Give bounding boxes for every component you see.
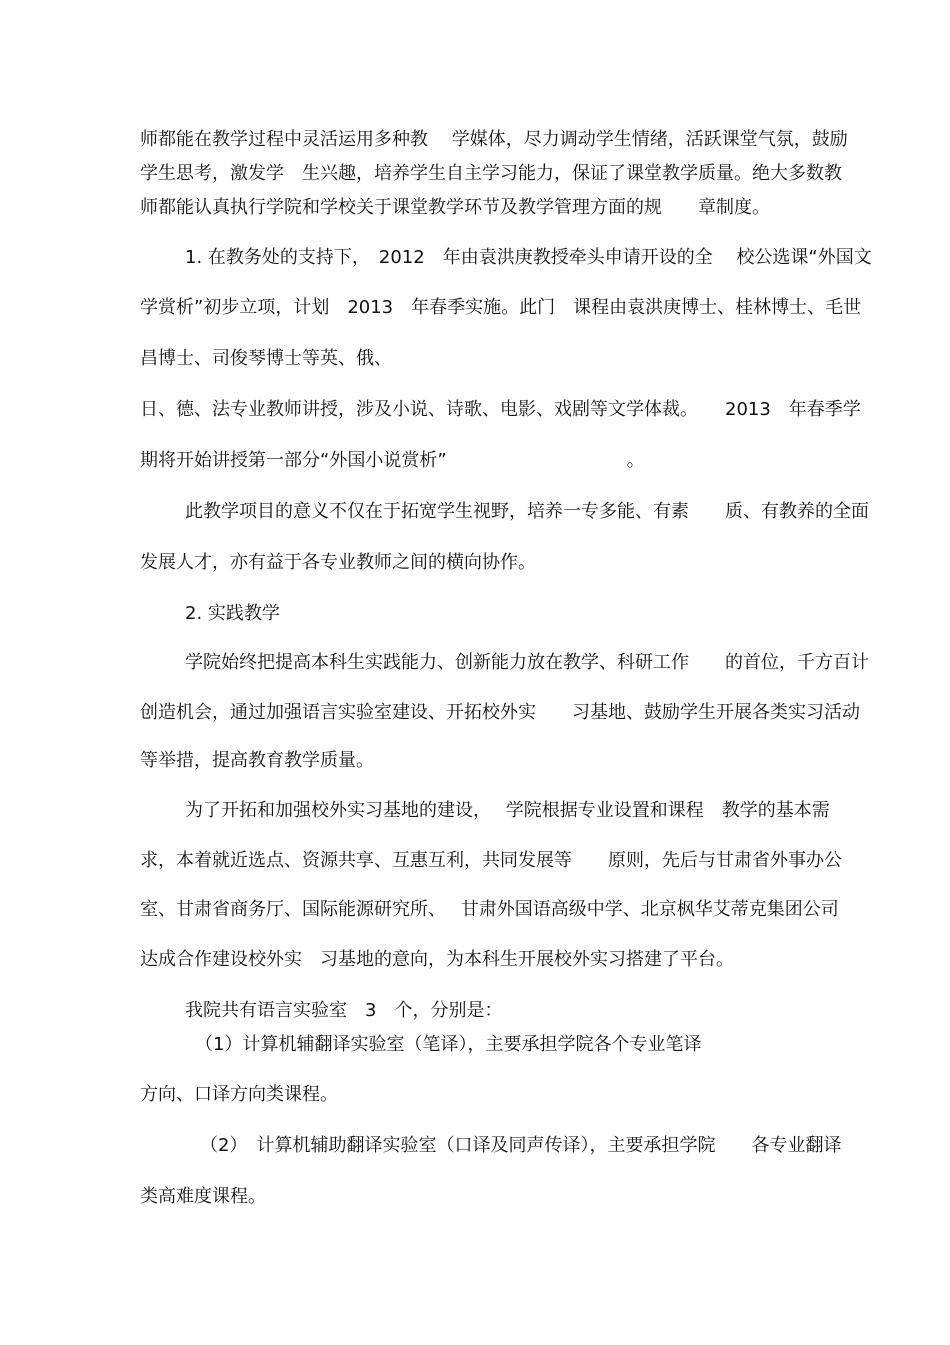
text-line: 期将开始讲授第一部分“外国小说赏析” 。: [140, 450, 645, 471]
list-item: （1）计算机辅翻译实验室（笔译），主要承担学院各个专业笔译: [195, 1034, 702, 1055]
text-line: 日、德、法专业教师讲授，涉及小说、诗歌、电影、戏剧等文学体裁。 2013 年春季学: [140, 399, 861, 420]
section-heading: 2. 实践教学: [185, 603, 280, 624]
text-line: 类高难度课程。: [140, 1186, 266, 1207]
text-line: 室、甘肃省商务厅、国际能源研究所、 甘肃外国语高级中学、北京枫华艾蒂克集团公司: [140, 899, 839, 920]
text-line: 学生思考，激发学 生兴趣，培养学生自主学习能力，保证了课堂教学质量。绝大多数教: [140, 163, 842, 184]
text-line: 为了开拓和加强校外实习基地的建设， 学院根据专业设置和课程 教学的基本需: [185, 800, 830, 821]
text-line: 师都能认真执行学院和学校关于课堂教学环节及教学管理方面的规 章制度。: [140, 197, 770, 218]
text-line: 昌博士、司俊琴博士等英、俄、: [140, 348, 392, 369]
text-line: 1. 在教务处的支持下， 2012 年由袁洪庚教授牵头申请开设的全 校公选课“外国文: [185, 247, 872, 268]
text-line: 方向、口译方向类课程。: [140, 1084, 338, 1105]
text-line: 求，本着就近选点、资源共享、互惠互利，共同发展等 原则，先后与甘肃省外事办公: [140, 850, 842, 871]
text-line: 发展人才，亦有益于各专业教师之间的横向协作。: [140, 552, 536, 573]
text-line: 创造机会，通过加强语言实验室建设、开拓校外实 习基地、鼓励学生开展各类实习活动: [140, 702, 860, 723]
text-line: 此教学项目的意义不仅在于拓宽学生视野，培养一专多能、有素 质、有教养的全面: [185, 501, 869, 522]
text-line: 学院始终把提高本科生实践能力、创新能力放在教学、科研工作 的首位，千方百计: [185, 652, 869, 673]
text-line: 等举措，提高教育教学质量。: [140, 750, 374, 771]
text-line: 师都能在教学过程中灵活运用多种教 学媒体，尽力调动学生情绪，活跃课堂气氛，鼓励: [140, 129, 848, 150]
text-line: 达成合作建设校外实 习基地的意向，为本科生开展校外实习搭建了平台。: [140, 949, 734, 970]
list-item: （2） 计算机辅助翻译实验室（口译及同声传译），主要承担学院 各专业翻译: [200, 1135, 842, 1156]
text-line: 学赏析”初步立项，计划 2013 年春季实施。此门 课程由袁洪庚博士、桂林博士、毛世: [140, 297, 862, 318]
text-line: 我院共有语言实验室 3 个，分别是：: [185, 1000, 503, 1021]
